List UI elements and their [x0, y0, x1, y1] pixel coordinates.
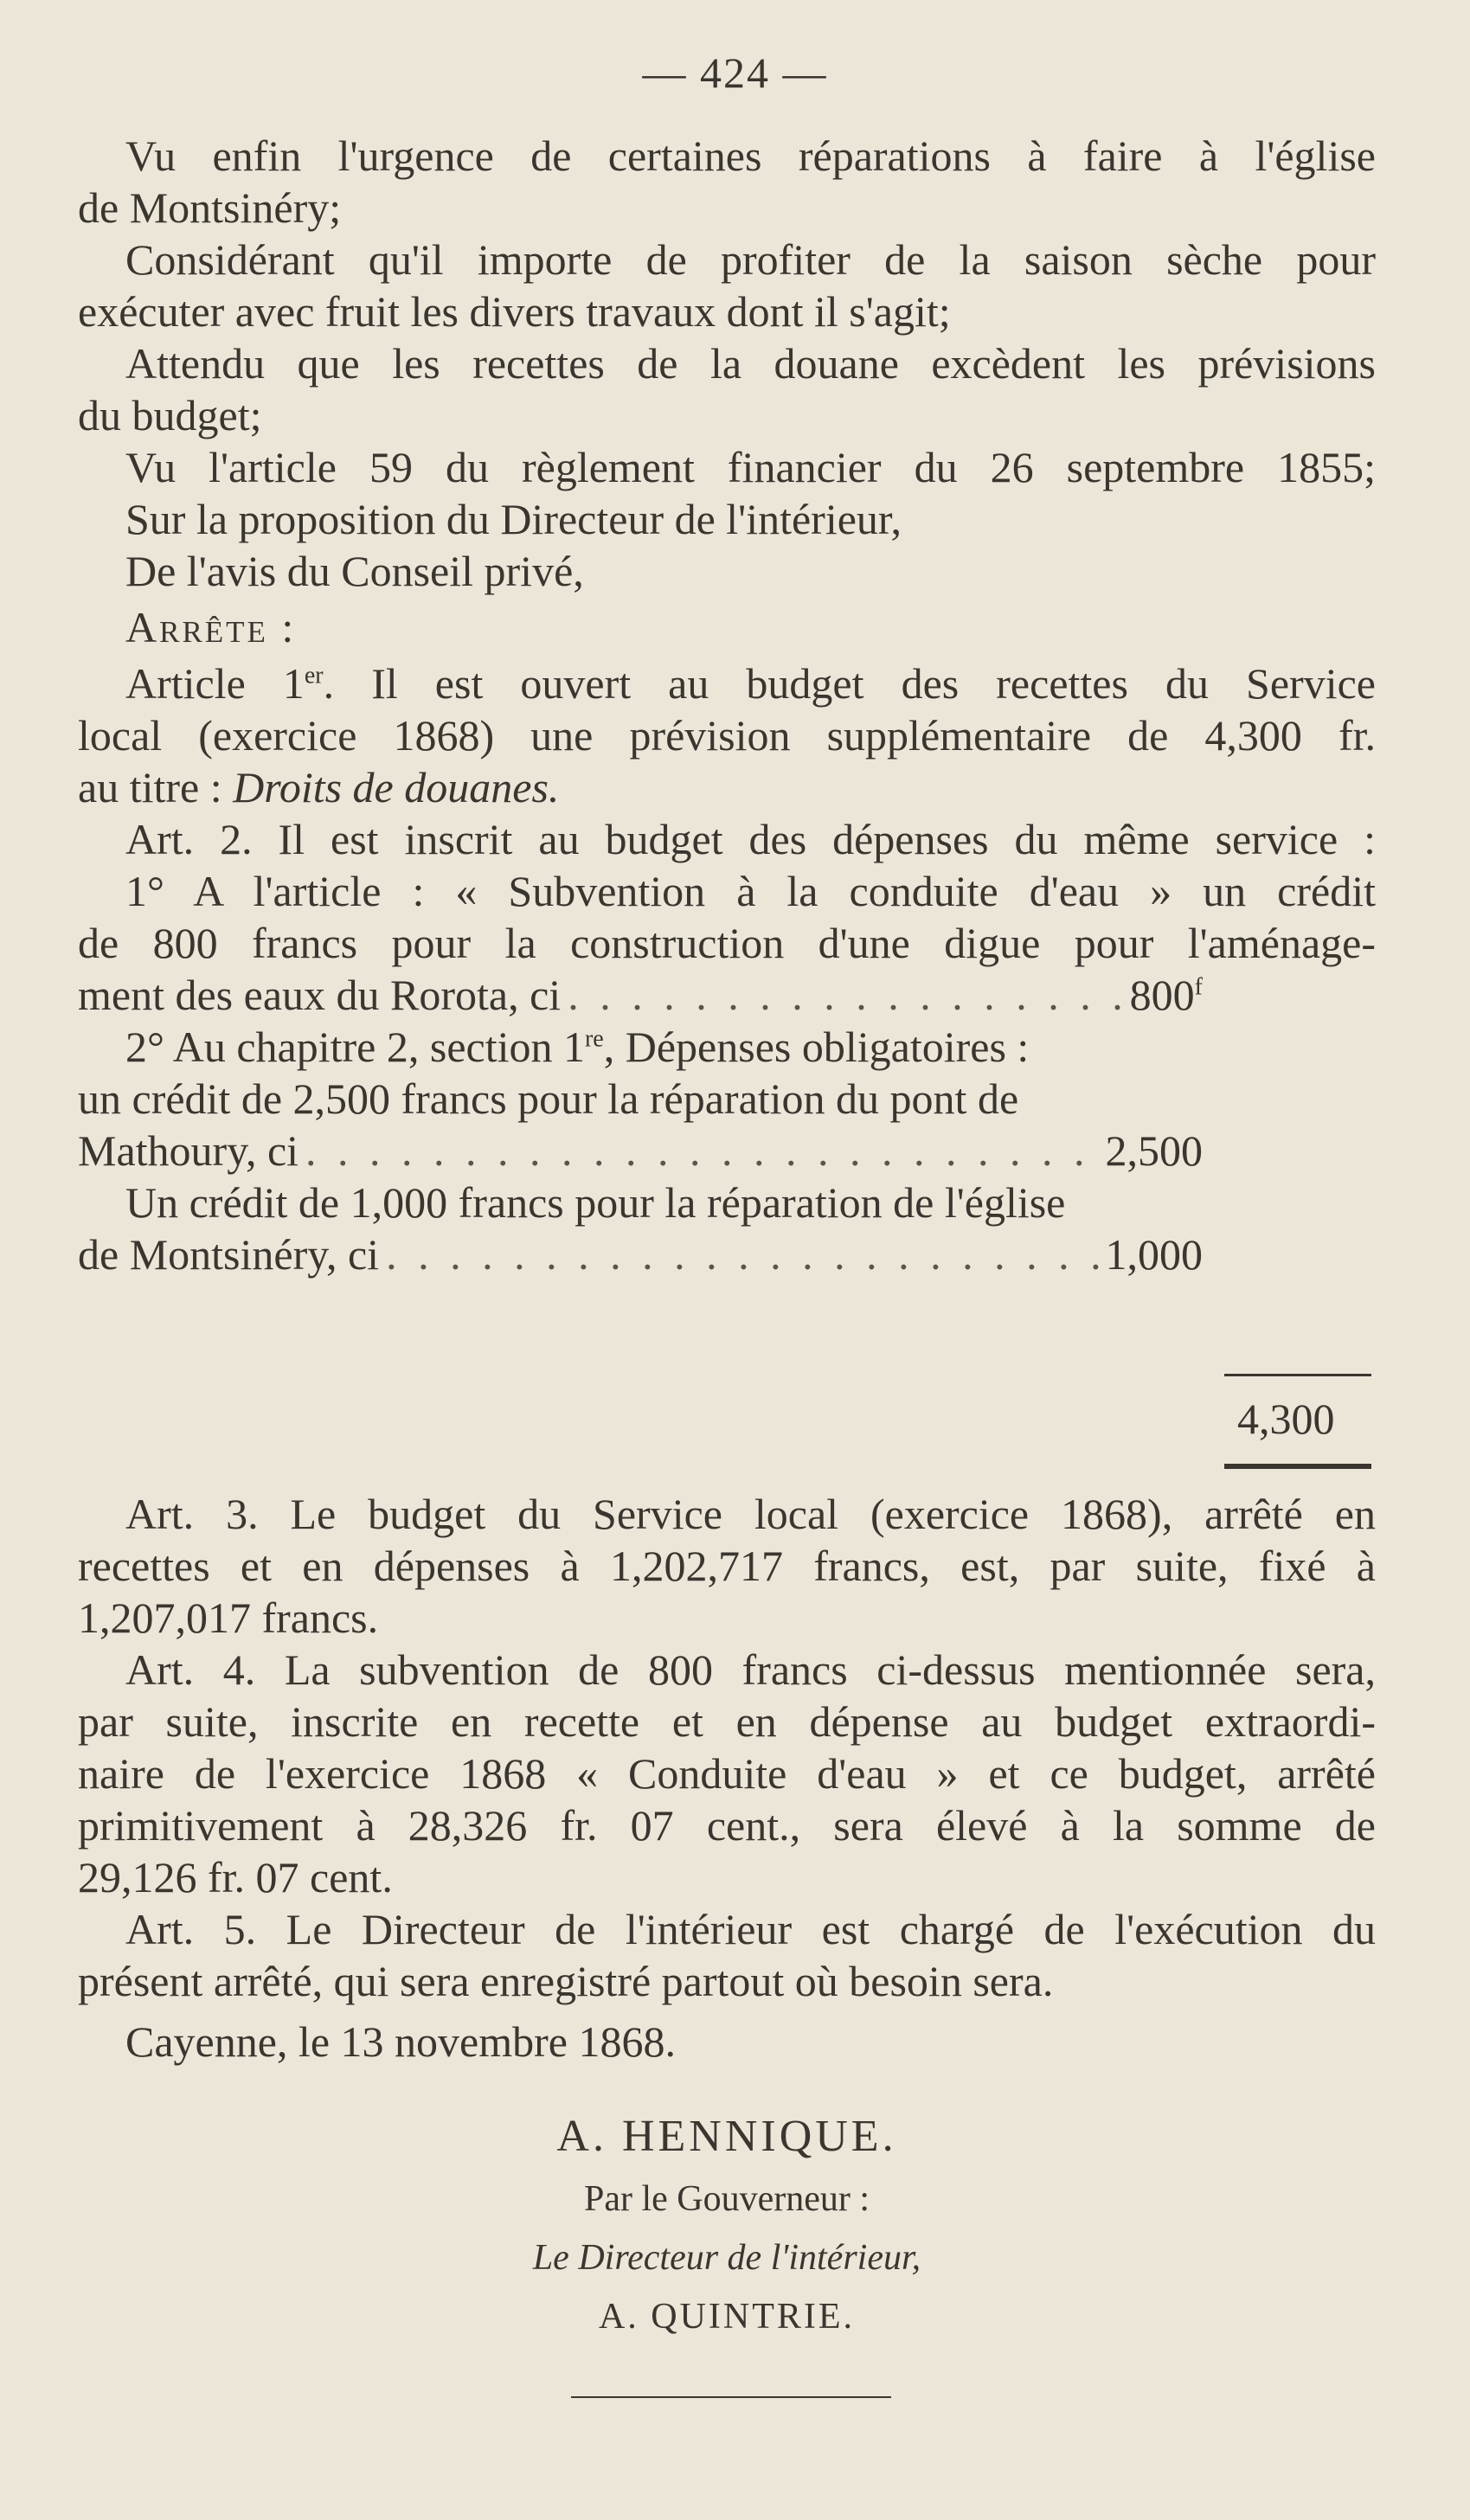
budget-total: 4,300	[1237, 1395, 1335, 1443]
article-4-line: naire de l'exercice 1868 « Conduite d'eau » et ce budget, arrêté	[78, 1749, 1376, 1798]
article-1-line: local (exercice 1868) une prévision supplémentaire de 4,300 fr.	[78, 711, 1376, 760]
article-4-line: par suite, inscrite en recette et en dépense au budget extraordi-	[78, 1697, 1376, 1746]
text-line: du budget;	[78, 391, 262, 439]
article-5-line: Art. 5. Le Directeur de l'intérieur est chargé de l'exécution du	[125, 1905, 1376, 1953]
article-2-line: 1° A l'article : « Subvention à la conduite d'eau » un crédit	[125, 867, 1376, 915]
place-date: Cayenne, le 13 novembre 1868.	[125, 2017, 676, 2066]
text-line: Vu enfin l'urgence de certaines réparations à faire à l'église	[125, 131, 1376, 180]
budget-item-montsinery: de Montsinéry, ci . . . 1,000	[78, 1228, 1376, 1280]
budget-item-mathoury: Mathoury, ci . . . 2,500	[78, 1125, 1376, 1177]
text-line: Considérant qu'il importe de profiter de la saison sèche pour	[125, 235, 1376, 284]
signature-by: Par le Gouverneur :	[583, 2179, 870, 2219]
article-3-line: recettes et en dépenses à 1,202,717 francs, est, par suite, fixé à	[78, 1542, 1376, 1590]
text-line: Vu l'article 59 du règlement financier du 26 septembre 1855;	[125, 443, 1376, 491]
text-line: De l'avis du Conseil privé,	[125, 547, 584, 595]
article-3-line: 1,207,017 francs.	[78, 1593, 379, 1642]
closing-rule	[571, 2396, 891, 2398]
article-1-line: au titre : Droits de douanes.	[78, 763, 560, 811]
article-2-line: Un crédit de 1,000 francs pour la réparation de l'église	[125, 1178, 1066, 1227]
signature-title: Le Directeur de l'intérieur,	[532, 2238, 921, 2278]
article-1-line: Article 1er. Il est ouvert au budget des recettes du Service	[125, 659, 1376, 708]
text-line: exécuter avec fruit les divers travaux dont il s'agit;	[78, 287, 951, 336]
text-line: Attendu que les recettes de la douane excèdent les prévisions	[125, 339, 1376, 388]
text-line: Sur la proposition du Directeur de l'intérieur,	[125, 495, 902, 543]
total-rule-top	[1224, 1374, 1371, 1376]
article-2-line: de 800 francs pour la construction d'une digue pour l'aménage-	[78, 919, 1376, 967]
article-2-line: un crédit de 2,500 francs pour la réparation du pont de	[78, 1074, 1019, 1123]
budget-item-rorota: ment des eaux du Rorota, ci . . . 800$^f$	[78, 969, 1376, 1021]
article-5-line: présent arrêté, qui sera enregistré partout où besoin sera.	[78, 1957, 1054, 2005]
article-2-line: Art. 2. Il est inscrit au budget des dépenses du même service :	[125, 815, 1376, 863]
director-name: A. QUINTRIE.	[598, 2297, 856, 2337]
article-4-line: Art. 4. La subvention de 800 francs ci-dessus mentionnée sera,	[125, 1645, 1376, 1694]
article-3-line: Art. 3. Le budget du Service local (exercice 1868), arrêté en	[125, 1490, 1376, 1538]
article-4-line: 29,126 fr. 07 cent.	[78, 1853, 393, 1901]
article-2-line: 2° Au chapitre 2, section 1re, Dépenses obligatoires :	[125, 1023, 1030, 1071]
text-line: de Montsinéry;	[78, 183, 342, 232]
page-number: — 424 —	[642, 48, 828, 97]
arrete-heading: Arrête :	[125, 603, 297, 651]
article-4-line: primitivement à 28,326 fr. 07 cent., sera élevé à la somme de	[78, 1801, 1376, 1850]
total-rule-bottom	[1224, 1464, 1371, 1469]
signatory-name: A. HENNIQUE.	[556, 2112, 897, 2161]
